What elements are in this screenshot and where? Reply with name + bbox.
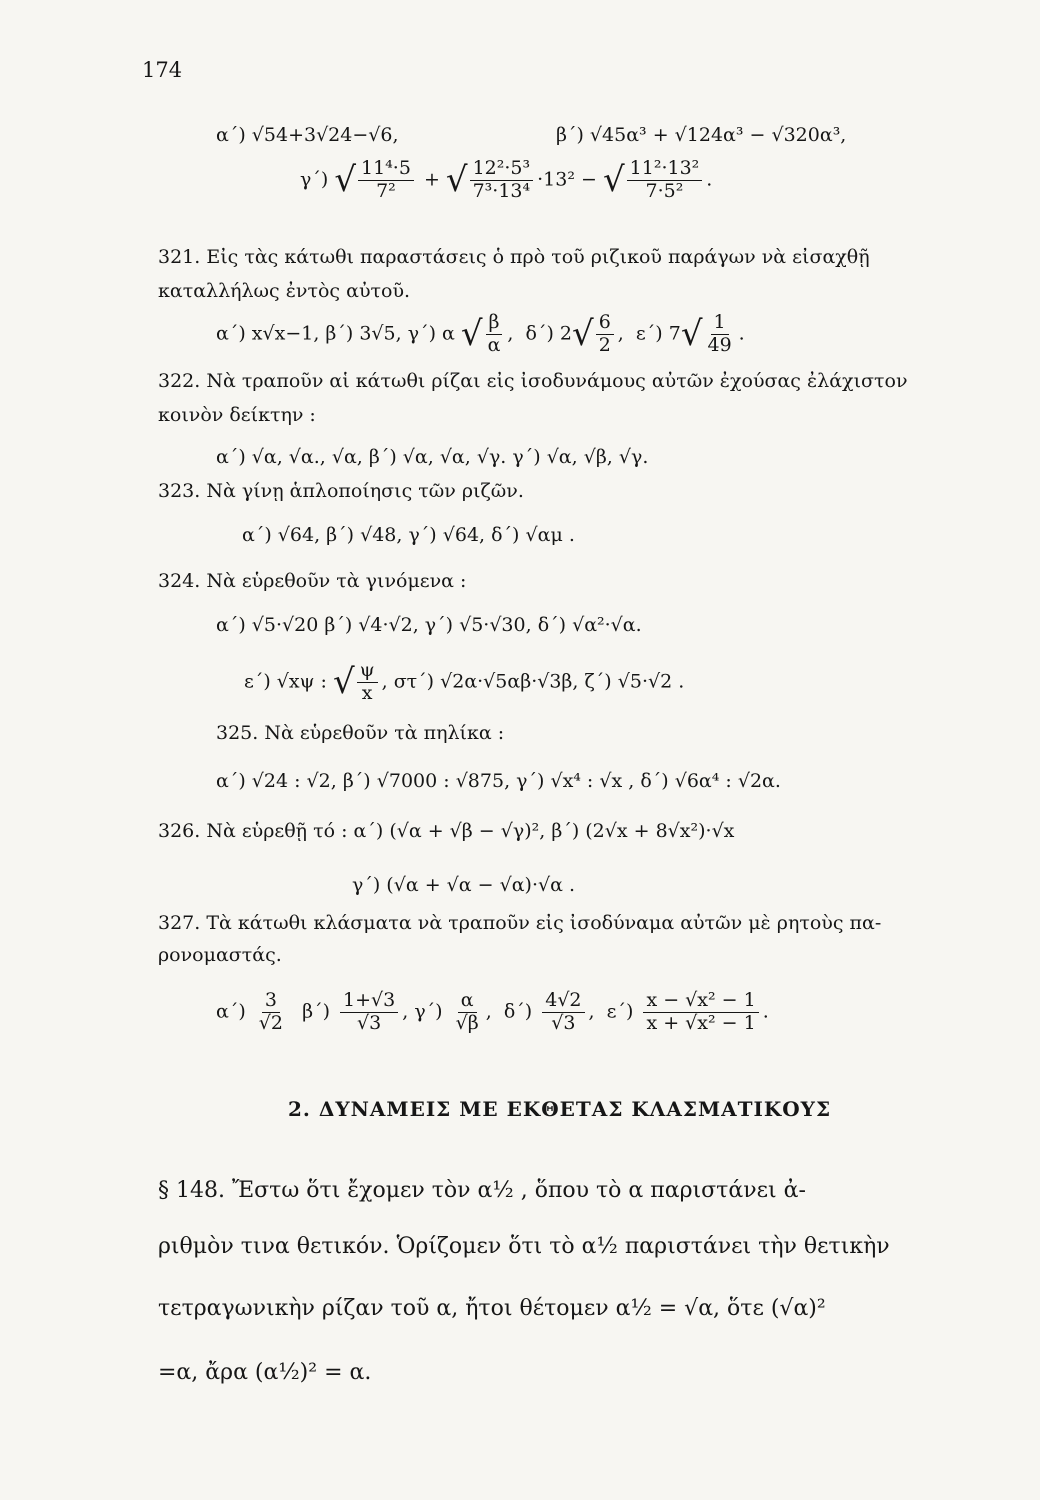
ex327-text-2: ρονομαστάς. xyxy=(158,944,282,966)
ex321-text-2: καταλλήλως ἐντὸς αὐτοῦ. xyxy=(158,280,411,302)
radical-icon: √ xyxy=(445,160,468,201)
page-number: 174 xyxy=(142,58,183,82)
ex323-text: 323. Νὰ γίνῃ ἁπλοποίησις τῶν ριζῶν. xyxy=(158,480,524,502)
ex322-text: 322. Νὰ τραποῦν αἱ κάτωθι ρίζαι εἰς ἰσοδυνάμους αὐτῶν ἐχούσας ἐλάχιστον xyxy=(158,370,908,392)
paragraph-line-2: ριθμὸν τινα θετικόν. Ὁρίζομεν ὅτι τὸ α½ παριστάνει τὴν θετικὴν xyxy=(158,1234,890,1259)
ex326-c: γ΄) (√α + √α − √α)·√α . xyxy=(352,874,575,896)
ex321-items: α΄) x√x−1, β΄) 3√5, γ΄) α √ $\frac{\beta}{\alpha}$ , δ΄) 2√ $\frac{6}{2}$ , ε΄) 7√ $\frac{1}{49}$ . xyxy=(216,311,745,356)
ex324-items-1: α΄) √5·√20 β΄) √4·√2, γ΄) √5·√30, δ΄) √α²·√α. xyxy=(216,614,642,636)
ex327-text: 327. Τὰ κάτωθι κλάσματα νὰ τραποῦν εἰς ἰσοδύναμα αὐτῶν μὲ ρητοὺς πα- xyxy=(158,912,882,934)
fraction: $\frac{1+√3}{√3}$ xyxy=(340,990,398,1035)
paragraph-line-3: τετραγωνικὴν ρίζαν τοῦ α, ἤτοι θέτομεν α½ = √α, ὅτε (√α)² xyxy=(158,1296,826,1321)
ex323-items: α΄) √64, β΄) √48, γ΄) √64, δ΄) √αμ . xyxy=(242,524,575,546)
fraction: $\frac{4√2}{√3}$ xyxy=(542,990,584,1035)
ex320-a: α΄) √54+3√24−√6, xyxy=(216,124,399,146)
fraction: $\frac{3}{√2}$ xyxy=(258,989,283,1034)
ex324-e-label: ε΄) √xψ : xyxy=(244,670,327,693)
ex322-text-2: κοινὸν δείκτην : xyxy=(158,404,316,426)
fraction: $\frac{\beta}{\alpha}$ xyxy=(485,312,504,357)
fraction: $\frac{\text{x − √x² − 1}}{\text{x + √x² − 1}}$ xyxy=(643,990,758,1035)
ex325-items: α΄) √24 : √2, β΄) √7000 : √875, γ΄) √x⁴ : √x , δ΄) √6α⁴ : √2α. xyxy=(216,770,781,792)
ex320-c-label: γ΄) xyxy=(300,168,329,191)
fraction: $\frac{\text{11²·13²}}{\text{7·5²}}$ xyxy=(627,158,703,203)
ex327-items: α΄) $\frac{3}{√2}$ β΄) $\frac{1+√3}{√3}$ , γ΄) $\frac{\alpha}{√\beta}$ , δ΄) $\frac{4√2}{√3}$ , ε΄) $\frac{\text{x − √x² − 1}}{\text{x + √x² − 1}}$ . xyxy=(216,989,769,1034)
fraction: $\frac{\text{12²·5³}}{\text{7³·13⁴}}$ xyxy=(470,158,534,203)
ex324-items-2-rest: στ΄) √2α·√5αβ·√3β, ζ΄) √5·√2 . xyxy=(393,670,685,693)
radical-icon: √ xyxy=(460,314,483,355)
fraction: $\frac{\alpha}{√\beta}$ xyxy=(455,989,479,1034)
ex321-text: 321. Εἰς τὰς κάτωθι παραστάσεις ὁ πρὸ τοῦ ριζικοῦ παράγων νὰ εἰσαχθῇ xyxy=(158,246,870,268)
section-title: 2. ΔΥΝΑΜΕΙΣ ΜΕ ΕΚΘΕΤΑΣ ΚΛΑΣΜΑΤΙΚΟΥΣ xyxy=(288,1097,832,1121)
fraction: $\frac{1}{49}$ xyxy=(707,311,732,356)
radical-icon: √ xyxy=(602,160,625,201)
ex320-c: γ΄) √ $\frac{\text{11⁴·5}}{\text{7²}}$ + √ $\frac{\text{12²·5³}}{\text{7³·13⁴}}$ ·13² − √ $\frac{\text{11²·13²}}{\text{7·5²}}$ . xyxy=(300,157,713,202)
ex324-text: 324. Νὰ εὑρεθοῦν τὰ γινόμενα : xyxy=(158,570,467,592)
paragraph-line-4: =α, ἄρα (α½)² = α. xyxy=(158,1360,372,1385)
radical-icon: √ xyxy=(334,160,356,201)
radical-icon: √ xyxy=(572,314,594,355)
ex324-items-2: ε΄) √xψ : √ $\frac{\psi}{x}$ , στ΄) √2α·√5αβ·√3β, ζ΄) √5·√2 . xyxy=(244,659,685,704)
ex320-b: β΄) √45α³ + √124α³ − √320α³, xyxy=(556,124,847,146)
paragraph-line-1: § 148. Ἔστω ὅτι ἔχομεν τὸν α½ , ὅπου τὸ α παριστάνει ἀ- xyxy=(158,1178,806,1203)
fraction: $\frac{\psi}{x}$ xyxy=(357,660,378,705)
ex325-text: 325. Νὰ εὑρεθοῦν τὰ πηλίκα : xyxy=(216,722,505,744)
fraction: $\frac{\text{11⁴·5}}{\text{7²}}$ xyxy=(358,158,414,203)
ex321-items-text: α΄) x√x−1, β΄) 3√5, γ΄) α xyxy=(216,322,455,345)
ex326-text: 326. Νὰ εὑρεθῇ τό : α΄) (√α + √β − √γ)², β΄) (2√x + 8√x²)·√x xyxy=(158,820,735,842)
radical-icon: √ xyxy=(333,662,355,703)
radical-icon: √ xyxy=(680,314,703,355)
fraction: $\frac{6}{2}$ xyxy=(596,312,614,357)
ex322-items: α΄) √α, √α., √α, β΄) √α, √α, √γ. γ΄) √α, √β, √γ. xyxy=(216,446,649,468)
